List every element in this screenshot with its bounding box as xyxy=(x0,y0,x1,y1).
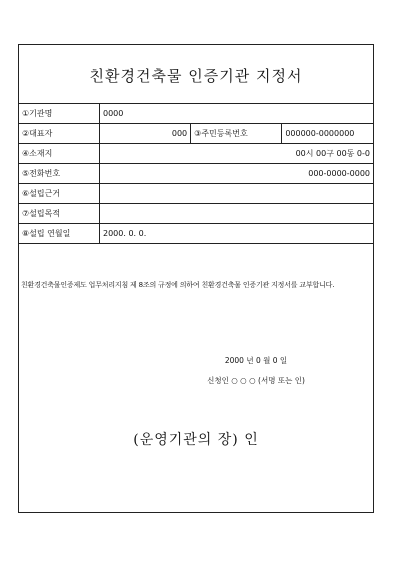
document-title: 친환경건축물 인증기관 지정서 xyxy=(89,67,303,85)
field-label-established-date: ⑧설립 연월일 xyxy=(19,224,100,244)
field-label-resident-number: ③주민등록번호 xyxy=(191,124,282,144)
field-value-representative: 000 xyxy=(100,124,191,144)
issue-date: 2000 년 0 월 0 일 xyxy=(224,356,288,365)
table-row xyxy=(19,164,373,184)
info-table xyxy=(19,103,373,244)
field-value-resident-number: 000000-0000000 xyxy=(282,124,373,144)
field-value-phone: 000-0000-0000 xyxy=(100,164,374,184)
field-label-phone: ⑤전화번호 xyxy=(19,164,100,184)
table-row xyxy=(19,224,373,244)
field-value-established-date: 2000. 0. 0. xyxy=(100,224,374,244)
certificate-frame xyxy=(18,44,374,513)
field-label-representative: ②대표자 xyxy=(19,124,100,144)
authority-seal: (운영기관의 장) 인 xyxy=(133,432,259,448)
field-value-address: 00시 00구 00동 0-0 xyxy=(100,144,374,164)
field-label-agency-name: ①기관명 xyxy=(19,104,100,124)
field-value-agency-name: 0000 xyxy=(100,104,374,124)
field-value-purpose xyxy=(100,204,374,224)
statement-text: 친환경건축물인증제도 업무처리지침 제 8조의 규정에 의하여 친환경건축물 인증기관 지정서를 교부합니다. xyxy=(21,281,335,289)
table-row xyxy=(19,204,373,224)
field-label-basis: ⑥설립근거 xyxy=(19,184,100,204)
table-row xyxy=(19,184,373,204)
field-label-purpose: ⑦설립목적 xyxy=(19,204,100,224)
applicant-signature: 신청인 ○ ○ ○ (서명 또는 인) xyxy=(207,376,305,385)
field-label-address: ④소재지 xyxy=(19,144,100,164)
table-row xyxy=(19,144,373,164)
table-row xyxy=(19,124,373,144)
field-value-basis xyxy=(100,184,374,204)
table-row xyxy=(19,104,373,124)
